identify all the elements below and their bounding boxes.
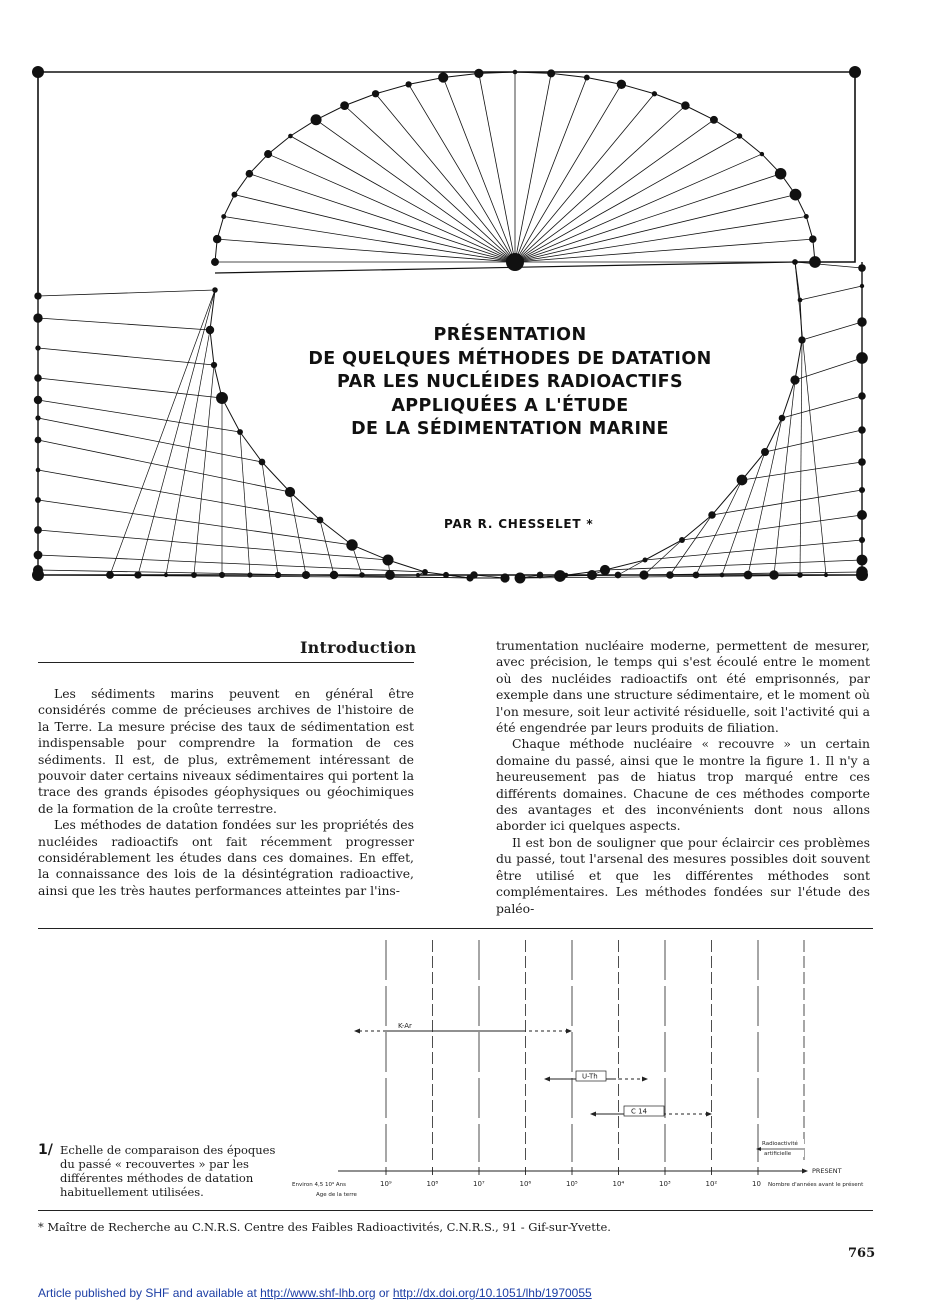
axis-tick-label: 10: [752, 1180, 761, 1188]
section-heading: Introduction: [300, 638, 417, 657]
k-ar-arrow-right: [566, 1029, 572, 1034]
title-line-3: PAR LES NUCLÉIDES RADIOACTIFS: [336, 372, 684, 392]
axis-tick-label: 10⁹: [380, 1180, 392, 1188]
right-column: [496, 638, 870, 917]
axis-tick-label: 10⁷: [473, 1180, 485, 1188]
footer-middle: or: [375, 1286, 393, 1300]
present-label: PRESENT: [812, 1167, 842, 1175]
author-byline: PAR R. CHESSELET *: [444, 517, 594, 531]
paragraph: Chaque méthode nucléaire « recouvre » un certain domaine du passé, ainsi que le montre la figure 1. Il n'y a heureusement pas de hiatus trop marqué entre ces différents domaines. Chacune de ces méthodes comporte des avantages et des inconvénients dont nous allons aborder ici quelques aspects.: [496, 736, 870, 834]
paragraph: Les sédiments marins peuvent en général être considérés comme de précieuses archives de l'histoire de la Terre. La mesure précise des taux de sédimentation est indispensable pour comprendre la formation de ces sédiments. Il est, de plus, extrêmement intéressant de pouvoir dater certains niveaux sédimentaires qui portent la trace des grands épisodes géophysiques ou géochimiques de la formation de la croûte terrestre.: [38, 686, 414, 816]
footnote-rule: [38, 1210, 873, 1211]
figure-caption: [38, 1143, 288, 1199]
figure-top-rule: [38, 928, 873, 929]
page-number: 765: [848, 1246, 876, 1261]
k-ar-label: K-Ar: [398, 1022, 412, 1030]
footer-prefix: Article published by SHF and available at: [38, 1286, 261, 1300]
article-title: [280, 324, 740, 442]
left-column: [38, 686, 414, 899]
decay-illustration: [0, 0, 930, 600]
axis-start-label: Environ 4,5 10⁹ Ans: [292, 1182, 347, 1188]
radio-label-2: artificielle: [764, 1151, 792, 1157]
epoch-gridlines: [386, 940, 804, 1162]
axis-tick-label: 10⁵: [566, 1180, 578, 1188]
radio-label-1: Radioactivité: [762, 1141, 798, 1147]
footnote: * Maître de Recherche au C.N.R.S. Centre des Faibles Radioactivités, C.N.R.S., 91 - Gif-sur-Yvette.: [38, 1220, 611, 1234]
footer-link-doi[interactable]: http://dx.doi.org/10.1051/lhb/1970055: [392, 1286, 592, 1300]
c14-label: C 14: [631, 1107, 648, 1116]
axis-tick-label: 10⁸: [426, 1180, 439, 1188]
axis-tick-label: 10²: [705, 1180, 718, 1188]
title-line-4: APPLIQUÉES A L'ÉTUDE: [391, 395, 629, 416]
title-line-2: DE QUELQUES MÉTHODES DE DATATION: [308, 348, 712, 369]
axis-ticks: [380, 1167, 761, 1188]
axis-end-label: Nombre d'années avant le présent: [768, 1182, 864, 1188]
axis-tick-label: 10³: [659, 1180, 671, 1188]
u-th-label: U-Th: [582, 1072, 598, 1081]
k-ar-arrow-left: [354, 1029, 360, 1034]
axis-tick-label: 10⁴: [612, 1180, 625, 1188]
publisher-footer: [38, 1286, 592, 1300]
figure-caption-text: Echelle de comparaison des époques du passé « recouvertes » par les différentes méthodes de datation habituellement utilisées.: [60, 1143, 276, 1199]
paragraph: Il est bon de souligner que pour éclaircir ces problèmes du passé, tout l'arsenal des mesures possibles doit souvent être utilisé et que les différentes méthodes sont complémentaires. Les méthodes fondées sur l'étude des paléo-: [496, 834, 870, 916]
paragraph: trumentation nucléaire moderne, permettent de mesurer, avec précision, le temps qui s'est écoulé entre le moment où des nucléides radioactifs ont été emprisonnés, par exemple dans une structure sédimentaire, et le moment où l'on mesure, soit leur activité résiduelle, soit l'activité qui a été engendrée par leurs produits de filiation.: [496, 638, 870, 736]
axis-start-sublabel: Age de la terre: [316, 1192, 357, 1198]
axis-tick-label: 10⁶: [519, 1180, 532, 1188]
section-rule: [38, 662, 414, 663]
title-line-5: DE LA SÉDIMENTATION MARINE: [351, 419, 669, 439]
timescale-figure: [290, 930, 875, 1205]
paragraph: Les méthodes de datation fondées sur les propriétés des nucléides radioactifs ont fait récemment progresser considérablement les études dans ces domaines. En effet, la connaissance des lois de la désintégration radioactive, ainsi que les très hautes performances atteintes par l'ins-: [38, 817, 414, 898]
title-line-1: PRÉSENTATION: [433, 325, 587, 345]
figure-number: 1/: [38, 1142, 53, 1158]
footer-link-shf[interactable]: http://www.shf-lhb.org: [260, 1286, 376, 1300]
